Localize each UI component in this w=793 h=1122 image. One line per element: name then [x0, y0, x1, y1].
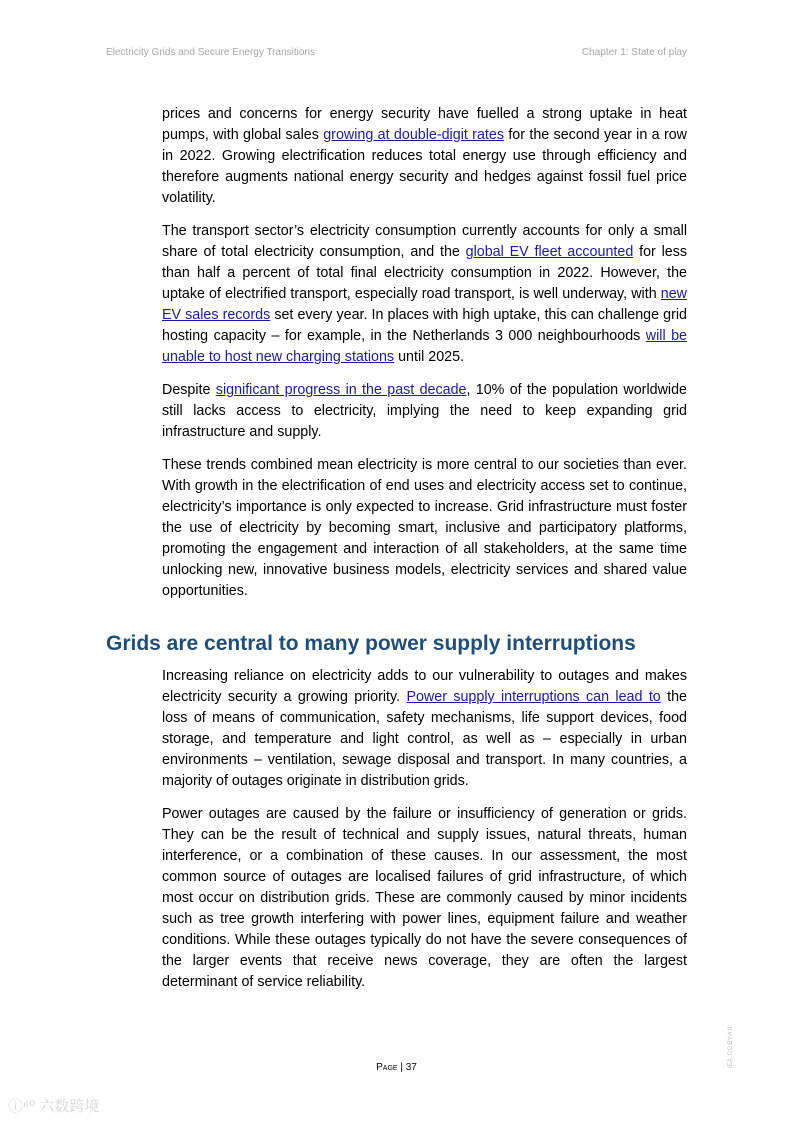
paragraph-outages: Power outages are caused by the failure or insufficiency of generation or grids. They can be the result of technical and supply issues, natural threats, human interference, or a combination of these causes. In our assessment, the most common source of outages are localised failures of grid infrastructure, of which most occur on distribution grids. These are commonly caused by minor incidents such as tree growth interfering with power lines, equipment failure and weather conditions. While these outages typically do not have the severe consequences of the larger events that receive news coverage, they are often the largest determinant of service reliability.	[162, 806, 687, 990]
body-text-top	[162, 104, 687, 614]
section-heading: Grids are central to many power supply interruptions	[106, 632, 636, 655]
paragraph-heat-pumps	[162, 104, 687, 209]
text: for the second year in a row in 2022. Growing electrification reduces total energy use through efficiency and therefore augments national energy security and hedges against fossil fuel price volatility.	[162, 127, 687, 206]
paragraph-trends: These trends combined mean electricity is more central to our societies than ever. With growth in the electrification of end uses and electricity access set to continue, electricity’s importance is only expected to increase. Grid infrastructure must foster the use of electricity by becoming smart, inclusive and participatory platforms, promoting the engagement and interaction of all stakeholders, at the same time unlocking new, innovative business models, electricity services and shared value opportunities.	[162, 457, 687, 599]
paragraph-reliance	[162, 666, 687, 792]
license-note: IEA. CC BY 4.0.	[728, 1025, 734, 1068]
text: Increasing reliance on electricity adds to our vulnerability to outages and makes electricity security a growing priority.	[162, 668, 687, 705]
link-charging-stations[interactable]: will be unable to host new charging stations	[162, 328, 687, 365]
text: for less than half a percent of total final electricity consumption in 2022. However, the uptake of electrified transport, especially road transport, is well underway, with	[162, 244, 688, 302]
text: set every year. In places with high uptake, this can challenge grid hosting capacity – for example, in the Netherlands 3 000 neighbourhoods	[162, 307, 687, 344]
page-separator: |	[397, 1062, 406, 1073]
page-number-value: 37	[405, 1062, 417, 1073]
watermark: ⓘ⁶⁰ 六数跨境	[8, 1098, 100, 1115]
page-number	[0, 1062, 793, 1073]
link-power-supply-interruptions[interactable]: Power supply interruptions can lead to	[406, 689, 661, 705]
text: the loss of means of communication, safety mechanisms, life support devices, food storage, and temperature and light control, as well as – especially in urban environments – ventilation, sewage disposal and transport. In many countries, a majority of outages originate in distribution grids.	[162, 689, 687, 789]
paragraph-transport	[162, 221, 687, 368]
paragraph-access	[162, 380, 687, 443]
text: Despite	[162, 382, 216, 398]
link-double-digit-rates[interactable]: growing at double-digit rates	[323, 127, 504, 143]
text: until 2025.	[394, 349, 465, 365]
link-significant-progress[interactable]: significant progress in the past decade	[215, 382, 467, 398]
text: , 10% of the population worldwide still lacks access to electricity, implying the need to keep expanding grid infrastructure and supply.	[162, 382, 687, 440]
running-header-chapter: Chapter 1: State of play	[581, 47, 687, 58]
page-label: Page	[376, 1062, 398, 1073]
link-global-ev-fleet[interactable]: global EV fleet accounted	[465, 244, 634, 260]
body-text-bottom	[162, 666, 687, 1005]
running-header-title: Electricity Grids and Secure Energy Transitions	[106, 47, 315, 58]
text: The transport sector’s electricity consumption currently accounts for only a small share of total electricity consumption, and the	[162, 223, 687, 260]
text: prices and concerns for energy security have fuelled a strong uptake in heat pumps, with global sales	[162, 106, 687, 143]
link-new-ev-sales-records[interactable]: new EV sales records	[162, 286, 687, 323]
